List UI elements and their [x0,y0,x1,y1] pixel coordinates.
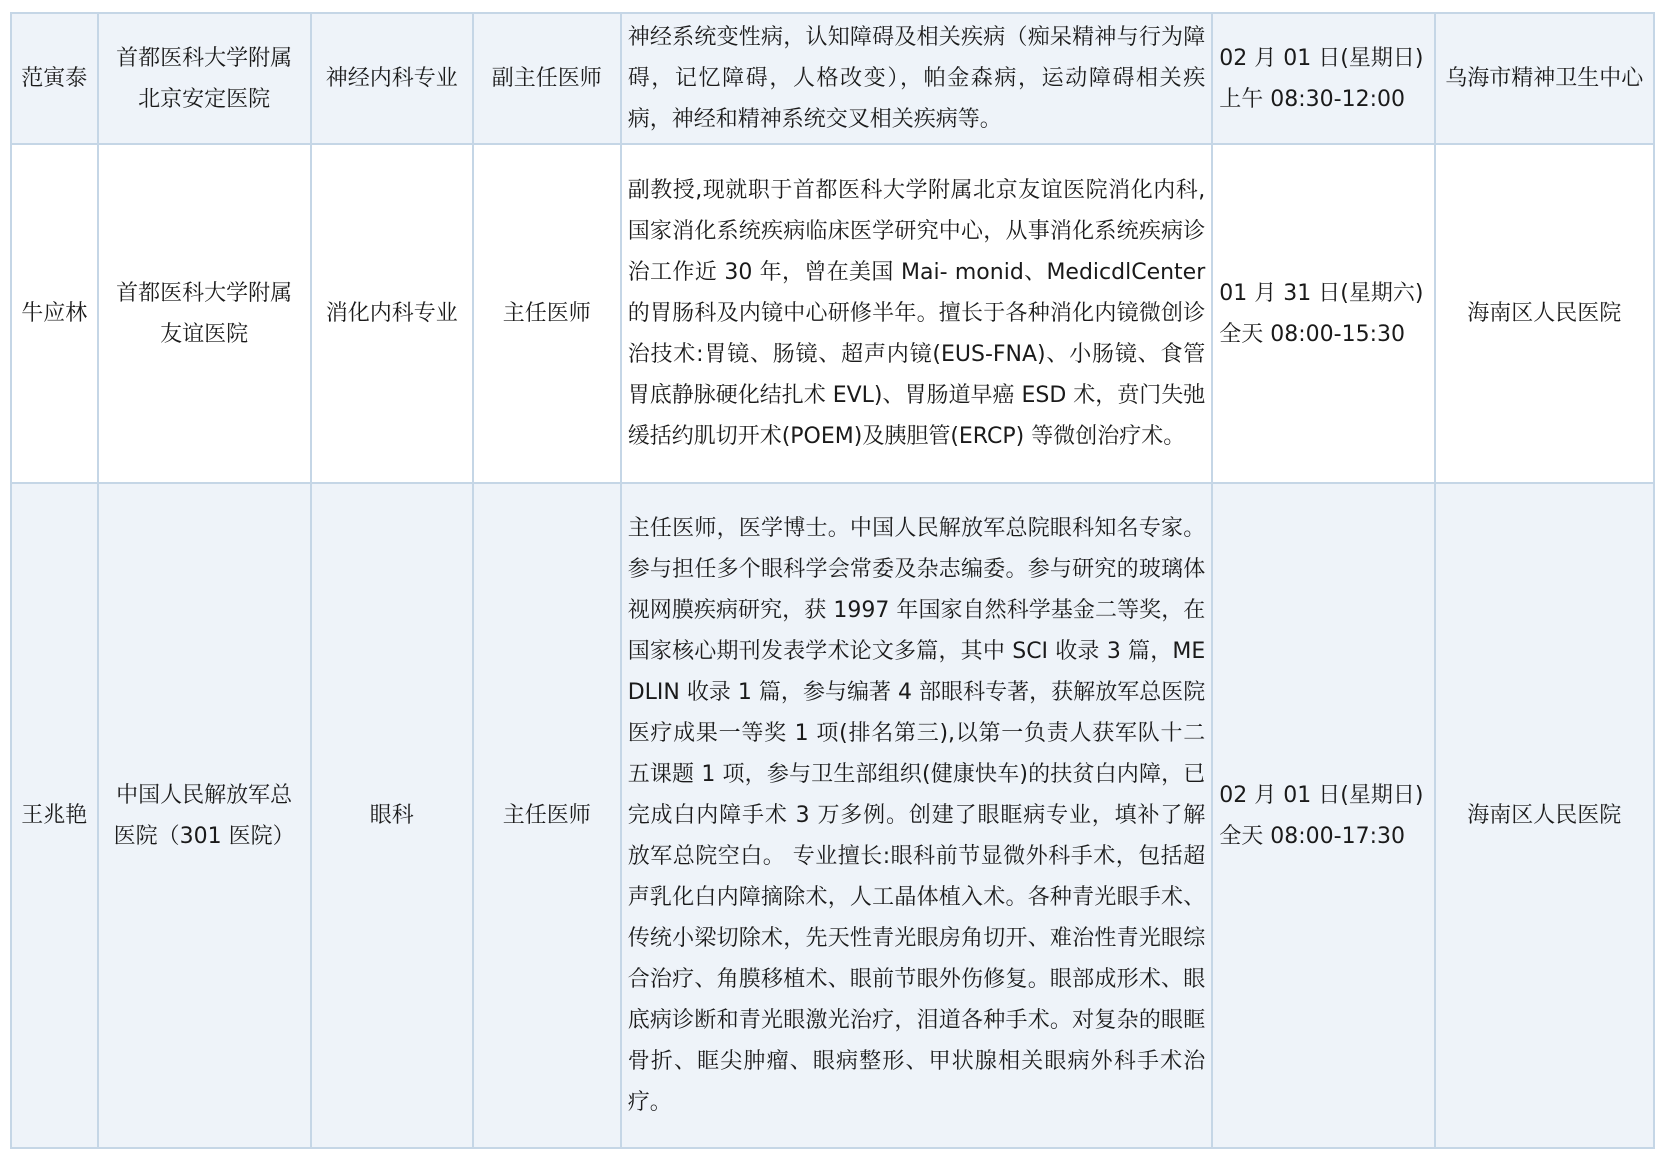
schedule-cell [1212,483,1434,1148]
table-row [11,144,1654,483]
schedule-date: 02 月 01 日(星期日) [1219,782,1424,808]
hospital-line: 首都医科大学附属 [116,280,293,306]
doctor-intro: 副教授,现就职于首都医科大学附属北京友谊医院消化内科,国家消化系统疾病临床医学研究中心，从事消化系统疾病诊治工作近 30 年，曾在美国 Mai- monid、MedicdlCenter 的胃肠科及内镜中心研修半年。擅长于各种消化内镜微创诊治技术:胃镜、肠镜、超声内镜(EUS-FNA)、小肠镜、食管胃底静脉硬化结扎术 EVL)、胃肠道早癌 ESD 术，贲门失弛缓括约肌切开术(POEM)及胰胆管(ERCP) 等微创治疗术。 [621,144,1213,483]
schedule-cell [1212,144,1434,483]
table-row [11,483,1654,1148]
clinic-location: 乌海市精神卫生中心 [1435,13,1654,144]
schedule-table-container [10,12,1655,1149]
hospital-line: 医院（301 医院） [113,823,295,849]
department: 神经内科专业 [311,13,473,144]
schedule-hours: 全天 08:00-15:30 [1219,321,1406,347]
hospital-line: 友谊医院 [160,321,249,347]
hospital-cell [98,483,311,1148]
schedule-hours: 上午 08:30-12:00 [1219,86,1406,112]
hospital-line: 中国人民解放军总 [116,782,293,808]
hospital-line: 首都医科大学附属 [116,45,293,71]
clinic-location: 海南区人民医院 [1435,483,1654,1148]
doctor-intro: 神经系统变性病，认知障碍及相关疾病（痴呆精神与行为障碍，记忆障碍，人格改变），帕金森病，运动障碍相关疾病，神经和精神系统交叉相关疾病等。 [621,13,1213,144]
doctor-name: 牛应林 [11,144,98,483]
expert-schedule-table [10,12,1655,1149]
doctor-name: 范寅泰 [11,13,98,144]
hospital-cell [98,144,311,483]
hospital-line: 北京安定医院 [138,86,271,112]
department: 消化内科专业 [311,144,473,483]
schedule-cell [1212,13,1434,144]
schedule-date: 01 月 31 日(星期六) [1219,280,1424,306]
schedule-date: 02 月 01 日(星期日) [1219,45,1424,71]
doctor-intro: 主任医师，医学博士。中国人民解放军总院眼科知名专家。参与担任多个眼科学会常委及杂志编委。参与研究的玻璃体视网膜疾病研究，获 1997 年国家自然科学基金二等奖，在国家核心期刊发表学术论文多篇，其中 SCI 收录 3 篇，MEDLIN 收录 1 篇，参与编著 4 部眼科专著，获解放军总医院医疗成果一等奖 1 项(排名第三),以第一负责人获军队十二五课题 1 项，参与卫生部组织(健康快车)的扶贫白内障，已完成白内障手术 3 万多例。创建了眼眶病专业，填补了解放军总院空白。 专业擅长:眼科前节显微外科手术，包括超声乳化白内障摘除术，人工晶体植入术。各种青光眼手术、传统小梁切除术，先天性青光眼房角切开、难治性青光眼综合治疗、角膜移植术、眼前节眼外伤修复。眼部成形术、眼底病诊断和青光眼激光治疗，泪道各种手术。对复杂的眼眶骨折、眶尖肿瘤、眼病整形、甲状腺相关眼病外科手术治疗。 [621,483,1213,1148]
department: 眼科 [311,483,473,1148]
schedule-hours: 全天 08:00-17:30 [1219,823,1406,849]
table-row [11,13,1654,144]
hospital-cell [98,13,311,144]
doctor-title: 主任医师 [473,144,621,483]
doctor-name: 王兆艳 [11,483,98,1148]
clinic-location: 海南区人民医院 [1435,144,1654,483]
doctor-title: 主任医师 [473,483,621,1148]
doctor-title: 副主任医师 [473,13,621,144]
